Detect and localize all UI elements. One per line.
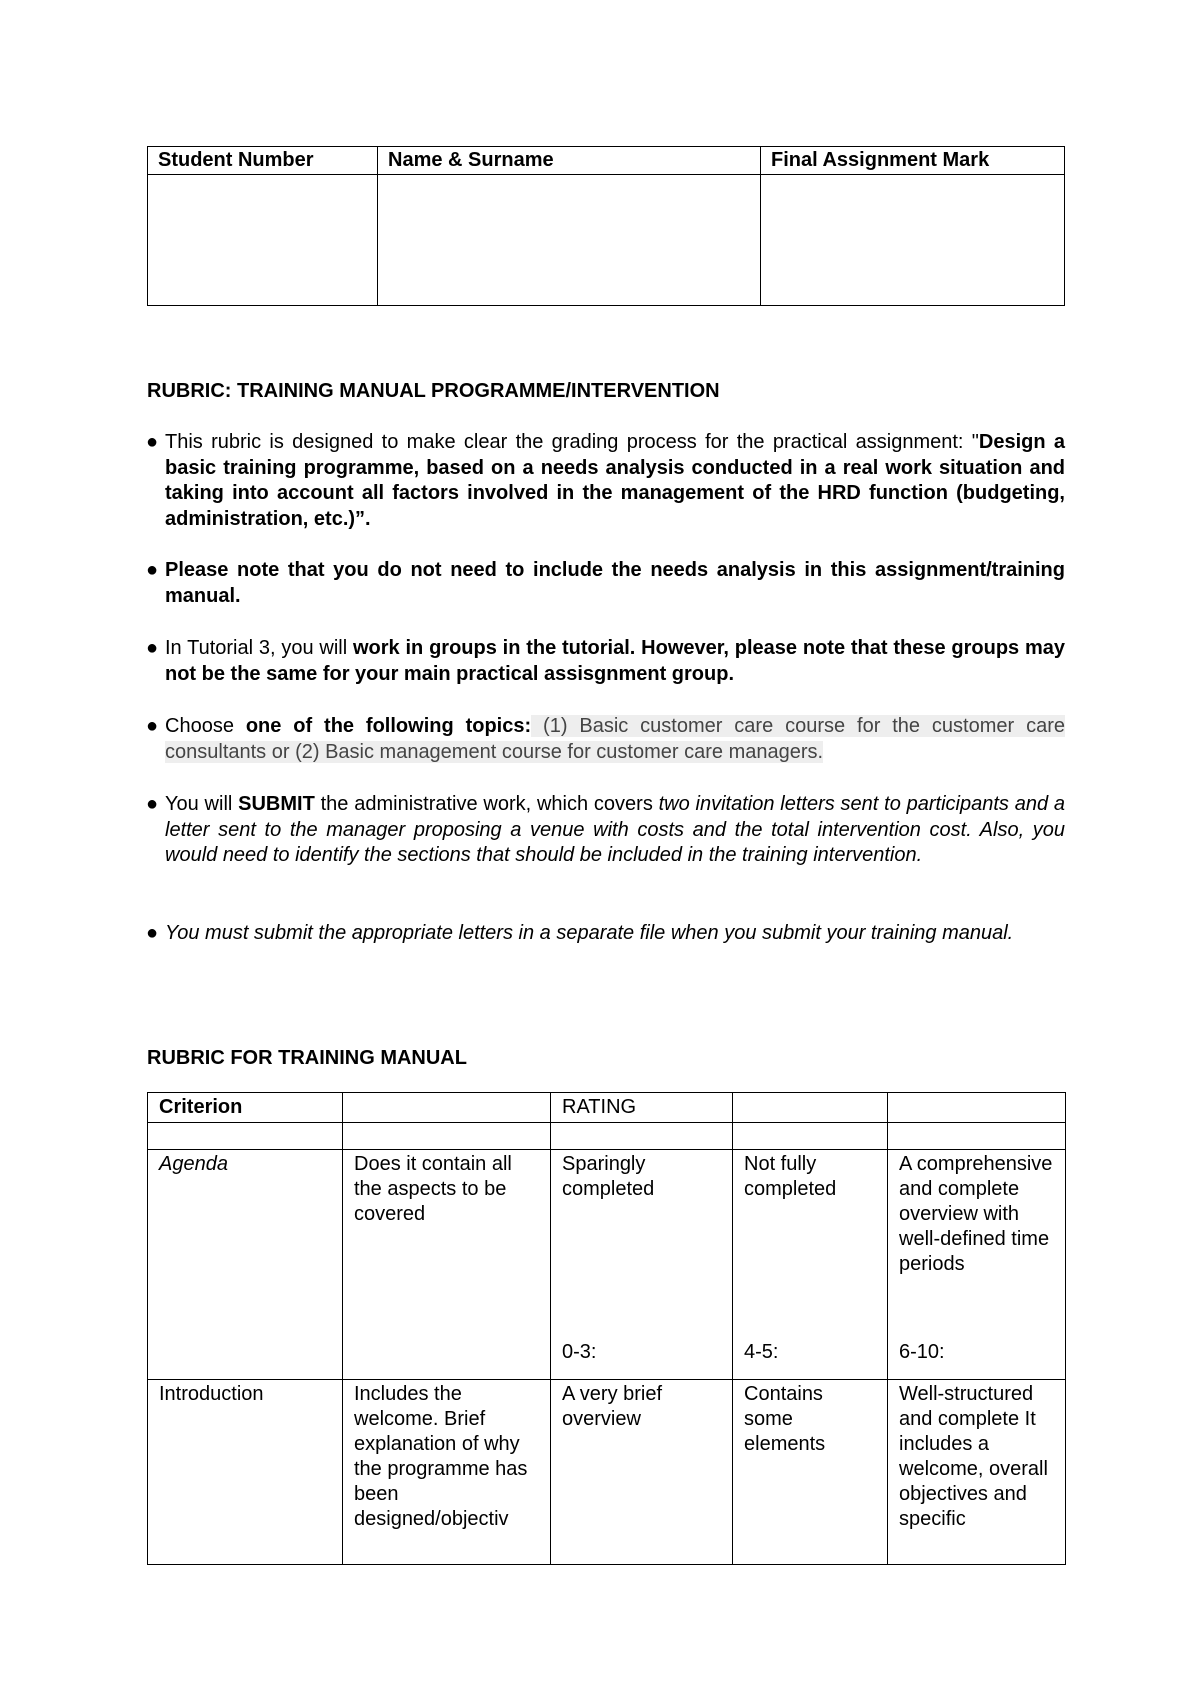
- bullet-dot-icon: ●: [146, 559, 159, 581]
- bullet-rubric-purpose: ● This rubric is designed to make clear the grading process for the practical assignment: "Design a basic training programme, based on a needs analysis conducted in a real work situation and taking into account all factors involved in the management of the HRD function (budgeting, administration, etc.)”.: [146, 431, 1066, 530]
- introduction-description: Includes the welcome. Brief explanation of why the programme has been designed/objectiv: [343, 1380, 551, 1565]
- table-row: [148, 1093, 1066, 1123]
- bullet-dot-icon: ●: [146, 431, 159, 453]
- bullet-separate-file: ● You must submit the appropriate letters in a separate file when you submit your training manual.: [127, 921, 1065, 947]
- table-row: [148, 1380, 1066, 1565]
- student-number-cell[interactable]: [148, 175, 378, 306]
- agenda-mid-rating: Not fully completed 4-5:: [733, 1150, 888, 1380]
- bullet-submit-admin: ● You will SUBMIT the administrative work, which covers two invitation letters sent to participants and a letter sent to the manager proposing a venue with costs and the total intervention cost. Also, you would need to identify the sections that should be included in the training intervention.: [146, 793, 1066, 866]
- instructions-list-2: [127, 558, 1065, 609]
- criterion-header: Criterion: [148, 1093, 343, 1123]
- bullet-dot-icon: ●: [146, 637, 159, 659]
- agenda-low-score: 0-3:: [562, 1341, 597, 1363]
- agenda-low-rating: Sparingly completed 0-3:: [551, 1150, 733, 1380]
- bullet-dot-icon: ●: [146, 715, 159, 737]
- agenda-criterion: Agenda: [148, 1150, 343, 1380]
- rating-header: RATING: [551, 1093, 733, 1123]
- agenda-high-score: 6-10:: [899, 1341, 945, 1363]
- name-surname-header: Name & Surname: [378, 147, 761, 175]
- instructions-list-5: [127, 792, 1065, 869]
- agenda-high-rating: A comprehensive and complete overview with well-defined time periods 6-10:: [888, 1150, 1066, 1380]
- instructions-list-6: [127, 921, 1065, 947]
- name-surname-cell[interactable]: [378, 175, 761, 306]
- student-info-table: [147, 146, 1065, 306]
- bullet-tutorial-groups: ● In Tutorial 3, you will work in groups in the tutorial. However, please note that these groups may not be the same for your main practical assisgnment group.: [146, 637, 1066, 685]
- rubric-heading: RUBRIC: TRAINING MANUAL PROGRAMME/INTERVENTION: [147, 380, 720, 402]
- introduction-mid-rating: Contains some elements: [733, 1380, 888, 1565]
- bullet-dot-icon: ●: [146, 922, 159, 944]
- agenda-mid-score: 4-5:: [744, 1341, 779, 1363]
- final-mark-header: Final Assignment Mark: [761, 147, 1065, 175]
- student-number-header: Student Number: [148, 147, 378, 175]
- introduction-criterion: Introduction: [148, 1380, 343, 1565]
- rubric-table: [147, 1092, 1066, 1565]
- agenda-description: Does it contain all the aspects to be covered: [343, 1150, 551, 1380]
- instructions-list: [127, 430, 1065, 532]
- table-row: [148, 1123, 1066, 1150]
- table-row: [148, 1150, 1066, 1380]
- bullet-needs-analysis-note: ● Please note that you do not need to include the needs analysis in this assignment/training manual.: [146, 559, 1065, 607]
- bullet-choose-topic: ● Choose one of the following topics: (1) Basic customer care course for the customer care consultants or (2) Basic management course for customer care managers.: [146, 715, 1065, 763]
- introduction-low-rating: A very brief overview: [551, 1380, 733, 1565]
- bullet-dot-icon: ●: [146, 793, 159, 815]
- rubric-manual-heading: RUBRIC FOR TRAINING MANUAL: [147, 1047, 467, 1069]
- instructions-list-3: [127, 636, 1065, 687]
- introduction-high-rating: Well-structured and complete It includes a welcome, overall objectives and specific: [888, 1380, 1066, 1565]
- instructions-list-4: [127, 714, 1065, 765]
- final-mark-cell[interactable]: [761, 175, 1065, 306]
